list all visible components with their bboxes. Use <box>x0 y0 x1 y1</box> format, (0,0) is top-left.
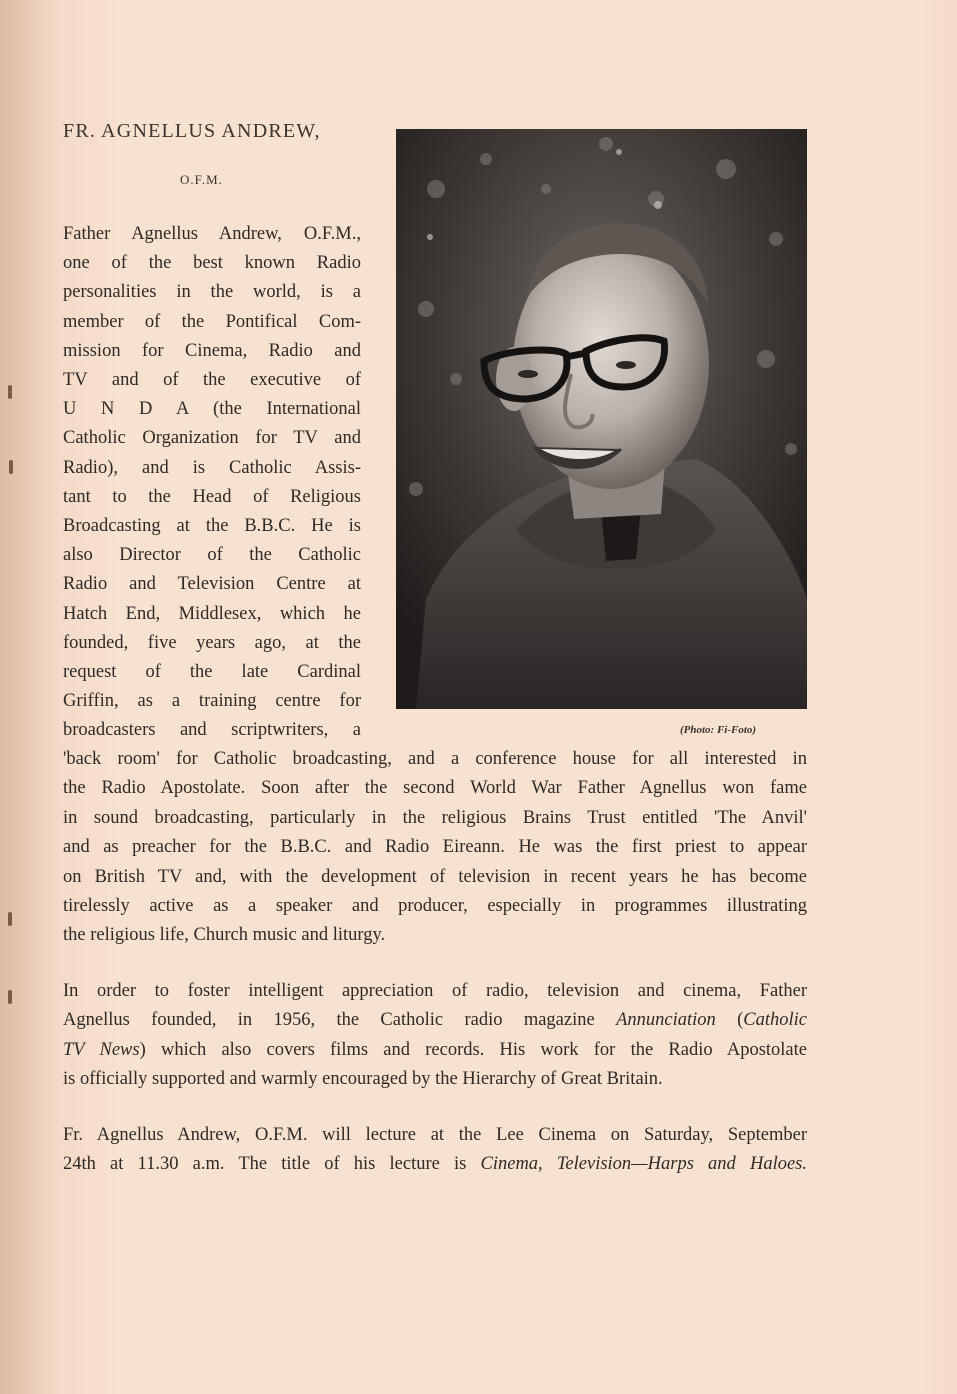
paragraph-line: the Radio Apostolate. Soon after the second World War Father Agnellus won fame <box>63 778 807 799</box>
text-run: 24th at 11.30 a.m. The title of his lecture is <box>63 1154 481 1175</box>
portrait-illustration <box>396 129 807 709</box>
paragraph-line: tirelessly active as a speaker and producer, especially in programmes illustrating <box>63 896 807 917</box>
paragraph-1 <box>63 745 807 951</box>
binding-mark <box>8 912 12 926</box>
column-line: mission for Cinema, Radio and <box>63 340 361 361</box>
paragraph-line <box>63 1150 807 1179</box>
column-line: broadcasters and scriptwriters, a <box>63 720 361 741</box>
magazine-subtitle: Catholic <box>743 1010 807 1031</box>
magazine-title: Annunciation <box>616 1010 716 1031</box>
column-line: Broadcasting at the B.B.C. He is <box>63 516 361 537</box>
column-line: tant to the Head of Religious <box>63 486 361 507</box>
paragraph-line <box>63 1006 807 1035</box>
column-line: request of the late Cardinal <box>63 662 361 683</box>
lecture-title: Cinema, Television—Harps and Haloes. <box>480 1154 807 1175</box>
binding-mark <box>8 990 12 1004</box>
column-line: Radio and Television Centre at <box>63 574 361 595</box>
paragraph-line: in sound broadcasting, particularly in the religious Brains Trust entitled 'The Anvil' <box>63 807 807 828</box>
column-line: one of the best known Radio <box>63 253 361 274</box>
column-line: TV and of the executive of <box>63 370 361 391</box>
article-title: FR. AGNELLUS ANDREW, <box>63 120 321 142</box>
article-subtitle: O.F.M. <box>180 172 223 187</box>
text-run: ) which also covers films and records. His work for the Radio Apostolate <box>139 1039 807 1060</box>
binding-mark <box>8 385 12 399</box>
portrait-photo <box>396 129 807 709</box>
column-line: Radio), and is Catholic Assis- <box>63 457 361 478</box>
paragraph-line: on British TV and, with the development of television in recent years he has become <box>63 866 807 887</box>
photo-credit: (Photo: Fi-Foto) <box>680 724 757 736</box>
paragraph-line: Fr. Agnellus Andrew, O.F.M. will lecture at the Lee Cinema on Saturday, September <box>63 1125 807 1145</box>
left-column-text <box>63 220 361 746</box>
paragraph-line <box>63 1036 807 1065</box>
paragraph-2 <box>63 977 807 1095</box>
paragraph-line: the religious life, Church music and liturgy. <box>63 925 386 946</box>
column-line: member of the Pontifical Com- <box>63 311 361 332</box>
paragraph-3 <box>63 1121 807 1180</box>
magazine-subtitle-cont: TV News <box>63 1039 140 1060</box>
paragraph-line: is officially supported and warmly encouraged by the Hierarchy of Great Britain. <box>63 1069 663 1090</box>
column-line: Father Agnellus Andrew, O.F.M., <box>63 224 361 244</box>
column-line: also Director of the Catholic <box>63 545 361 566</box>
page-spine-shadow <box>0 0 60 1394</box>
column-line: Griffin, as a training centre for <box>63 691 361 712</box>
column-line: personalities in the world, is a <box>63 282 361 303</box>
text-run: Agnellus founded, in 1956, the Catholic radio magazine <box>63 1010 617 1031</box>
column-line: founded, five years ago, at the <box>63 632 361 653</box>
column-line: U N D A (the International <box>63 399 361 420</box>
paragraph-line: and as preacher for the B.B.C. and Radio Eireann. He was the first priest to appear <box>63 837 807 858</box>
column-line: Hatch End, Middlesex, which he <box>63 603 361 624</box>
text-run: ( <box>715 1010 744 1031</box>
paragraph-line: In order to foster intelligent appreciation of radio, television and cinema, Father <box>63 981 807 1001</box>
binding-mark <box>9 460 13 474</box>
column-line: Catholic Organization for TV and <box>63 428 361 449</box>
paragraph-line: 'back room' for Catholic broadcasting, and a conference house for all interested in <box>63 749 807 769</box>
